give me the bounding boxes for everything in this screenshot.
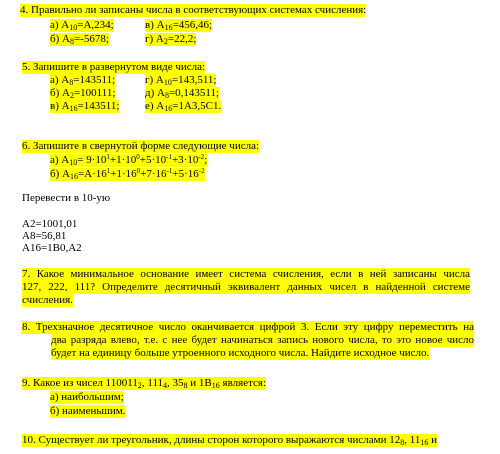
q10-title: 10. Существует ли треугольник, длины сторон которого выражаются числами $12_8$, $11_{16}$ и [22, 434, 438, 447]
q6-option-b: б) $A_{16}=A\cdot 16^1+1\cdot 16^0+7\cdot 16^{-1}+5\cdot 16^{-2}$ [50, 167, 205, 181]
q5-option-a: а) $A_8=143511$; [50, 74, 116, 87]
q4-option-v: в) $A_{16}=456,46$; [145, 19, 213, 32]
q9-title: 9. Какое из чисел $110011_2$, $111_4$, $35_8$ и $1B_{16}$ является: [22, 377, 267, 390]
answer-line: A8=56,81 [22, 230, 67, 242]
q8-line: 8. Трехзначное десятичное число оканчивается цифрой 3. Если эту цифру переместить на [22, 321, 474, 333]
q5-option-b: б) $A_2=100111$; [50, 87, 116, 100]
q8-line: два разряда влево, т.е. с нее будет начинаться запись нового числа, то это новое число [51, 334, 474, 346]
q9-option-a: а) наибольшим; [50, 391, 124, 403]
answer-line: A2=1001,01 [22, 218, 78, 230]
q5-option-g: г) $A_{10}=143,511$; [145, 74, 217, 87]
q9-option-b: б) наименьшим. [50, 405, 126, 417]
q6-title: 6. Запишите в свернутой форме следующие числа: [22, 140, 260, 152]
answers-header: Перевести в 10-ую [22, 192, 111, 204]
q7-line: 127, 222, 111? Определите десятичный эквивалент данных чисел в найденной системе [22, 281, 470, 293]
q7-line: 7. Какое минимальное основание имеет система счисления, если в ней записаны числа [22, 268, 470, 280]
answer-line: A16=1B0,A2 [22, 242, 82, 254]
q4-title: 4. Правильно ли записаны числа в соответствующих системах счисления: [20, 4, 367, 16]
q4-option-g: г) $A_2=22,2$; [145, 33, 197, 46]
q5-option-e: е) $A_{16}=1A3,5C1$. [145, 100, 222, 113]
q5-option-d: д) $A_8=0,143511$; [145, 87, 220, 100]
q4-option-b: б) $A_8=-5678$; [50, 33, 109, 46]
q4-option-a: а) $A_{10}=A,234$; [50, 19, 114, 32]
q7-line: счисления. [22, 294, 73, 306]
q5-option-v: в) $A_{16}=143511$; [50, 100, 120, 113]
q5-title: 5. Запишите в развернутом виде числа: [22, 61, 206, 73]
q6-option-a: а) $A_{10}= 9\cdot 10^1+1\cdot 10^0+5\cdot 10^{-1}+3\cdot 10^{-2}$; [50, 153, 208, 167]
q8-line: будет на единицу больше утроенного исходного числа. Найдите исходное число. [51, 347, 430, 359]
